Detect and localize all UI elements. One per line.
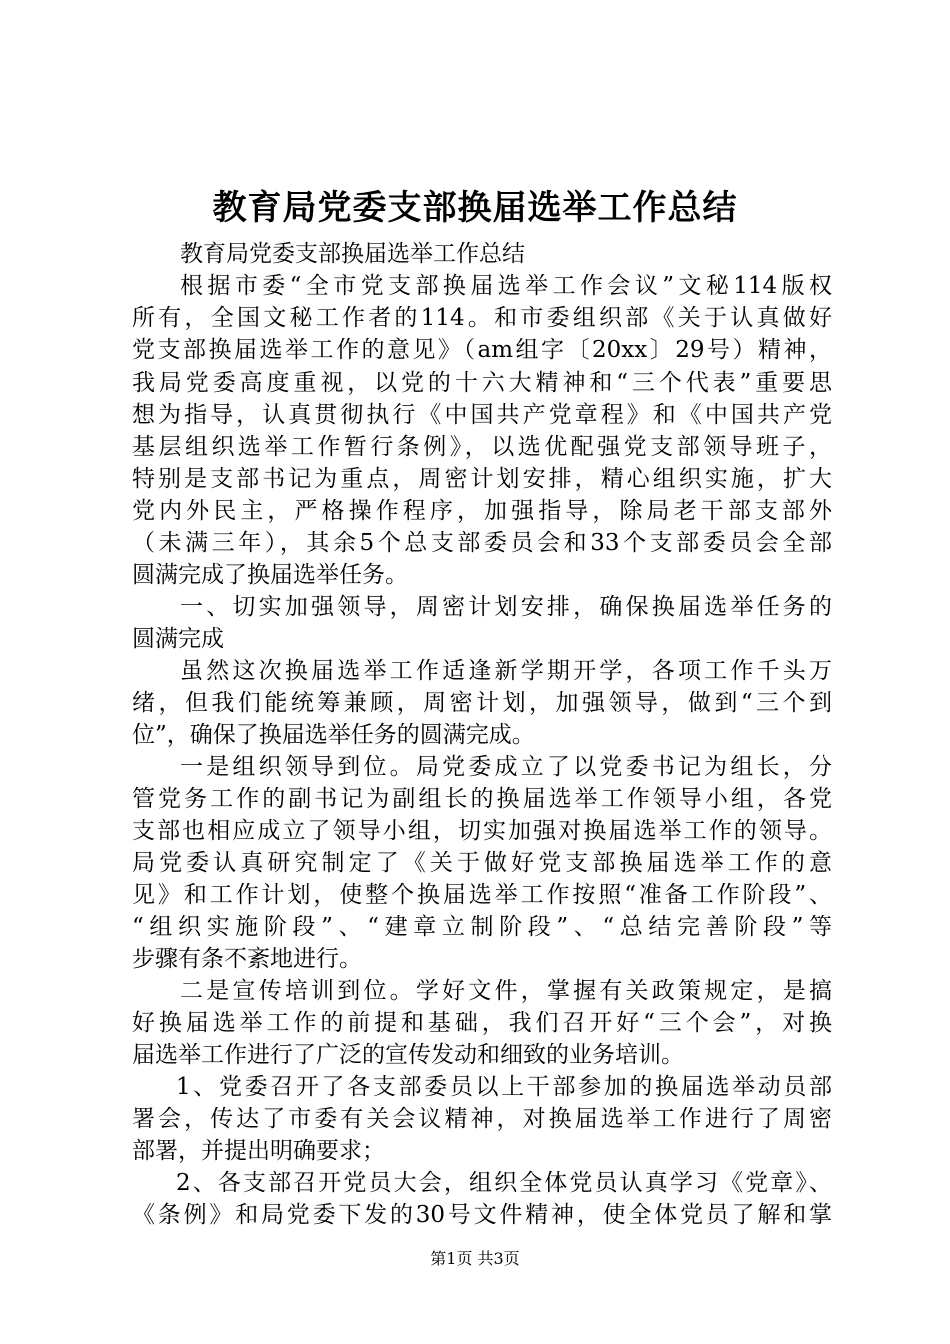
page-number-footer: 第1页 共3页 [430,1249,520,1268]
body-line: 想为指导，认真贯彻执行《中国共产党章程》和《中国共产党 [132,402,832,428]
body-line: 圆满完成了换届选举任务。 [132,562,408,588]
body-line: 党内外民主，严格操作程序，加强指导，除局老干部支部外 [132,498,832,524]
section-heading-line: 一、切实加强领导，周密计划安排，确保换届选举任务的 [180,594,832,620]
body-line: 基层组织选举工作暂行条例》，以选优配强党支部领导班子， [132,434,832,460]
body-line: 位”，确保了换届选举任务的圆满完成。 [132,722,535,748]
body-line: （未满三年），其余5个总支部委员会和33个支部委员会全部 [132,530,832,556]
body-line: 所有，全国文秘工作者的114。和市委组织部《关于认真做好 [132,305,832,331]
body-line: 我局党委高度重视，以党的十六大精神和“三个代表”重要思 [132,370,832,396]
list-item-line: 1、党委召开了各支部委员以上干部参加的换届选举动员部 [176,1074,832,1100]
body-line: 绪，但我们能统筹兼顾，周密计划，加强领导，做到“三个到 [132,690,832,716]
body-line: 虽然这次换届选举工作适逢新学期开学，各项工作千头万 [180,658,832,684]
document-title: 教育局党委支部换届选举工作总结 [212,188,738,228]
list-item-line: 《条例》和局党委下发的30号文件精神，使全体党员了解和掌 [132,1202,832,1228]
body-line: 届选举工作进行了广泛的宣传发动和细致的业务培训。 [132,1042,684,1068]
section-heading-line: 圆满完成 [132,626,224,652]
body-line: 见》和工作计划，使整个换届选举工作按照“准备工作阶段”、 [132,882,832,908]
body-line: 一是组织领导到位。局党委成立了以党委书记为组长，分 [180,754,832,780]
body-line: 步骤有条不紊地进行。 [132,946,362,972]
body-line: 管党务工作的副书记为副组长的换届选举工作领导小组，各党 [132,786,832,812]
list-item-line: 2、各支部召开党员大会，组织全体党员认真学习《党章》、 [176,1170,832,1196]
body-line: 支部也相应成立了领导小组，切实加强对换届选举工作的领导。 [132,818,832,844]
body-line: 党支部换届选举工作的意见》（am组字〔20xx〕29号）精神， [132,337,832,363]
list-item-line: 部署，并提出明确要求； [132,1138,385,1164]
body-line: 根据市委“全市党支部换届选举工作会议”文秘114版权 [180,273,832,299]
list-item-line: 署会，传达了市委有关会议精神，对换届选举工作进行了周密 [132,1106,832,1132]
body-line: 二是宣传培训到位。学好文件，掌握有关政策规定，是搞 [180,978,832,1004]
body-line: 特别是支部书记为重点，周密计划安排，精心组织实施，扩大 [132,466,832,492]
body-line: “组织实施阶段”、“建章立制阶段”、“总结完善阶段”等 [132,914,832,940]
body-line: 局党委认真研究制定了《关于做好党支部换届选举工作的意 [132,850,832,876]
subtitle-line: 教育局党委支部换届选举工作总结 [180,241,525,267]
body-line: 好换届选举工作的前提和基础，我们召开好“三个会”，对换 [132,1010,832,1036]
